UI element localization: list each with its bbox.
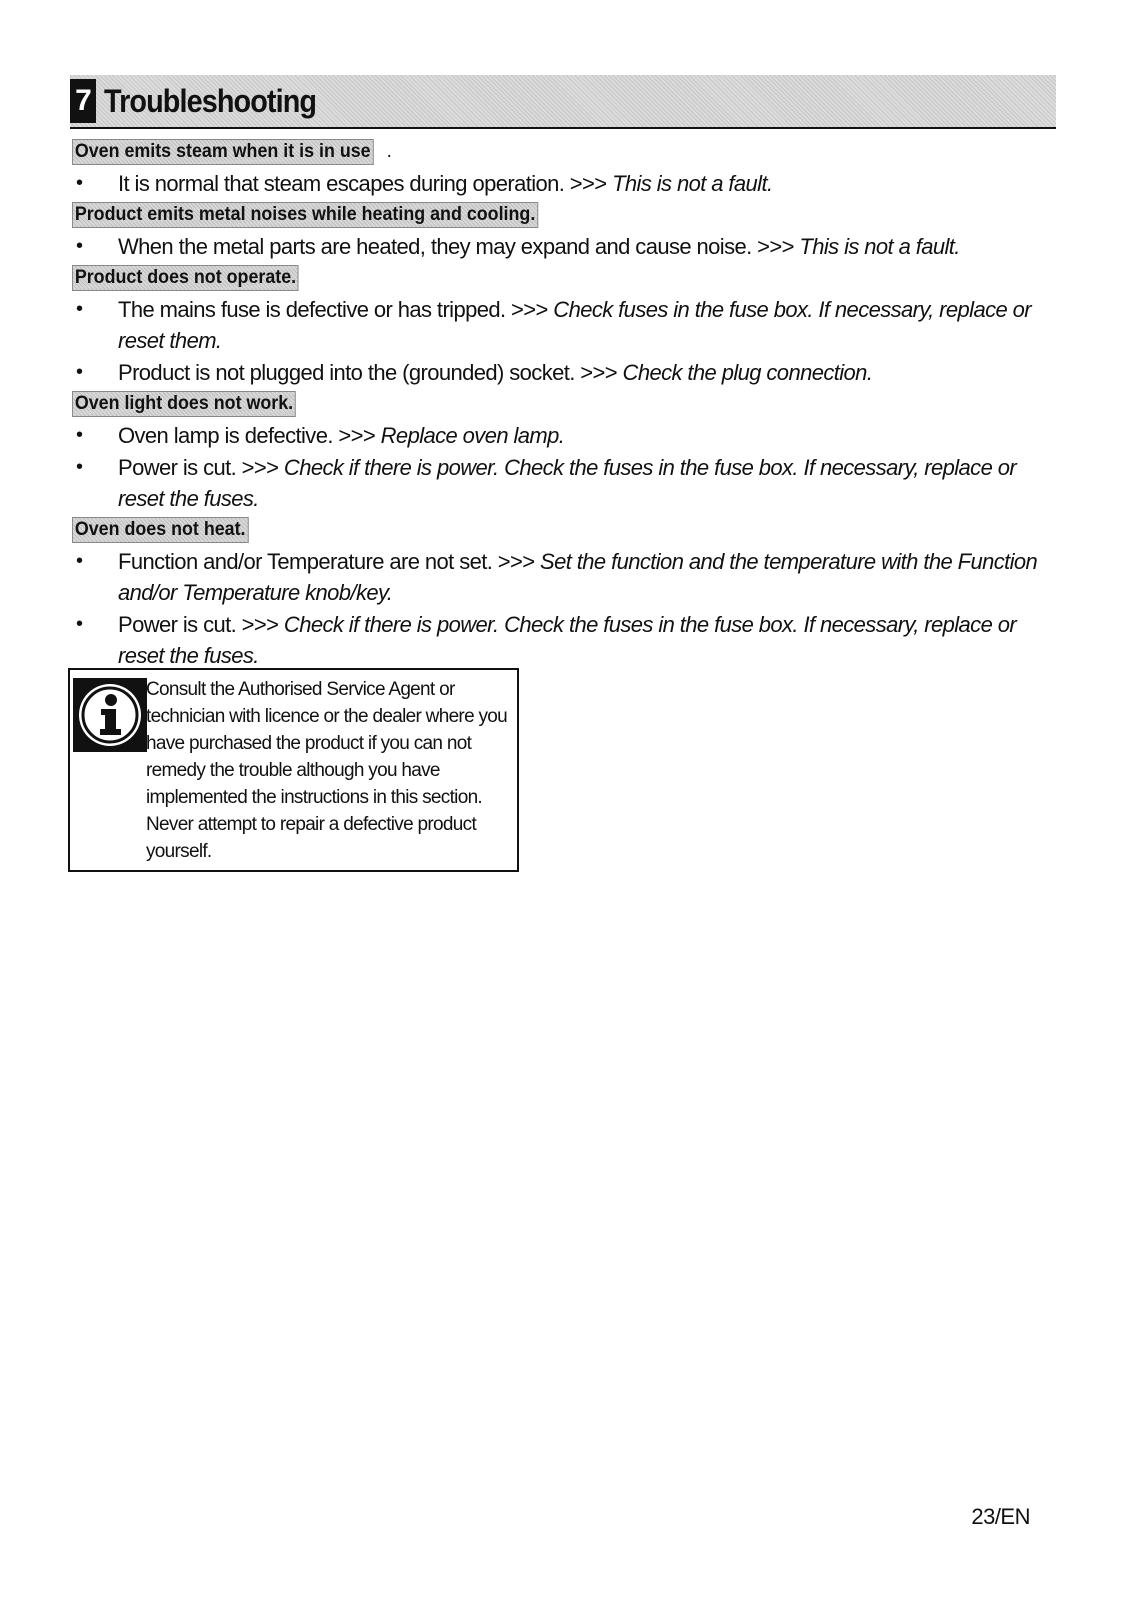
trouble-action: This is not a fault. — [612, 171, 773, 196]
trouble-bullet — [72, 168, 1062, 199]
bullet-icon: • — [76, 361, 83, 383]
trouble-cause: It is normal that steam escapes during operation. >>> — [118, 171, 613, 196]
trouble-cause: When the metal parts are heated, they may expand and cause noise. >>> — [118, 234, 800, 259]
trouble-action: Check fuses in the fuse box. If necessary, replace or reset them. — [118, 297, 1032, 353]
trouble-bullet — [72, 357, 1062, 388]
trouble-item — [72, 389, 1062, 514]
trouble-action: Check the plug connection. — [622, 360, 873, 385]
trouble-cause: Oven lamp is defective. >>> — [118, 423, 381, 448]
bullet-icon: • — [76, 456, 83, 478]
trouble-cause: Power is cut. >>> — [118, 455, 284, 480]
trouble-cause: The mains fuse is defective or has tripped. >>> — [118, 297, 554, 322]
section-title: Troubleshooting — [104, 83, 317, 119]
trouble-cause: Power is cut. >>> — [118, 612, 284, 637]
trouble-heading: Product emits metal noises while heating and cooling. — [72, 202, 538, 228]
info-icon — [73, 678, 147, 752]
bullet-icon: • — [76, 298, 83, 320]
trouble-bullet — [72, 231, 1062, 262]
trouble-cause: Function and/or Temperature are not set. >>> — [118, 549, 541, 574]
trouble-heading: Oven does not heat. — [72, 517, 248, 543]
trouble-bullet — [72, 546, 1062, 608]
trouble-bullet — [72, 294, 1062, 356]
trouble-bullet — [72, 452, 1062, 514]
troubleshooting-list — [72, 137, 1062, 672]
trouble-heading-suffix: . — [386, 140, 392, 162]
bullet-icon: • — [76, 172, 83, 194]
section-number: 7 — [70, 79, 96, 123]
trouble-action: Check if there is power. Check the fuses in the fuse box. If necessary, replace or reset the fuses. — [118, 612, 1017, 668]
trouble-action: This is not a fault. — [799, 234, 960, 259]
trouble-action: Check if there is power. Check the fuses in the fuse box. If necessary, replace or reset the fuses. — [118, 455, 1017, 511]
trouble-action: Replace oven lamp. — [380, 423, 565, 448]
trouble-item — [72, 200, 1062, 262]
trouble-item — [72, 263, 1062, 388]
bullet-icon: • — [76, 235, 83, 257]
bullet-icon: • — [76, 550, 83, 572]
bullet-icon: • — [76, 613, 83, 635]
trouble-heading: Product does not operate. — [72, 265, 299, 291]
trouble-bullet — [72, 609, 1062, 671]
trouble-heading: Oven emits steam when it is in use — [72, 139, 373, 165]
trouble-item — [72, 137, 1062, 199]
info-note-text: Consult the Authorised Service Agent or technician with licence or the dealer where you have purchased the product if you can not remedy the trouble although you have implemented the instructions in this section. Never attempt to repair a defective product yourself. — [146, 679, 508, 862]
bullet-icon: • — [76, 424, 83, 446]
trouble-item — [72, 515, 1062, 671]
section-header — [70, 75, 1056, 129]
trouble-heading: Oven light does not work. — [72, 391, 296, 417]
trouble-bullet — [72, 420, 1062, 451]
page-number: 23/EN — [971, 1504, 1030, 1529]
trouble-action: Set the function and the temperature with the Function and/or Temperature knob/key. — [118, 549, 1038, 605]
info-note-box — [68, 668, 519, 872]
trouble-cause: Product is not plugged into the (grounded) socket. >>> — [118, 360, 623, 385]
